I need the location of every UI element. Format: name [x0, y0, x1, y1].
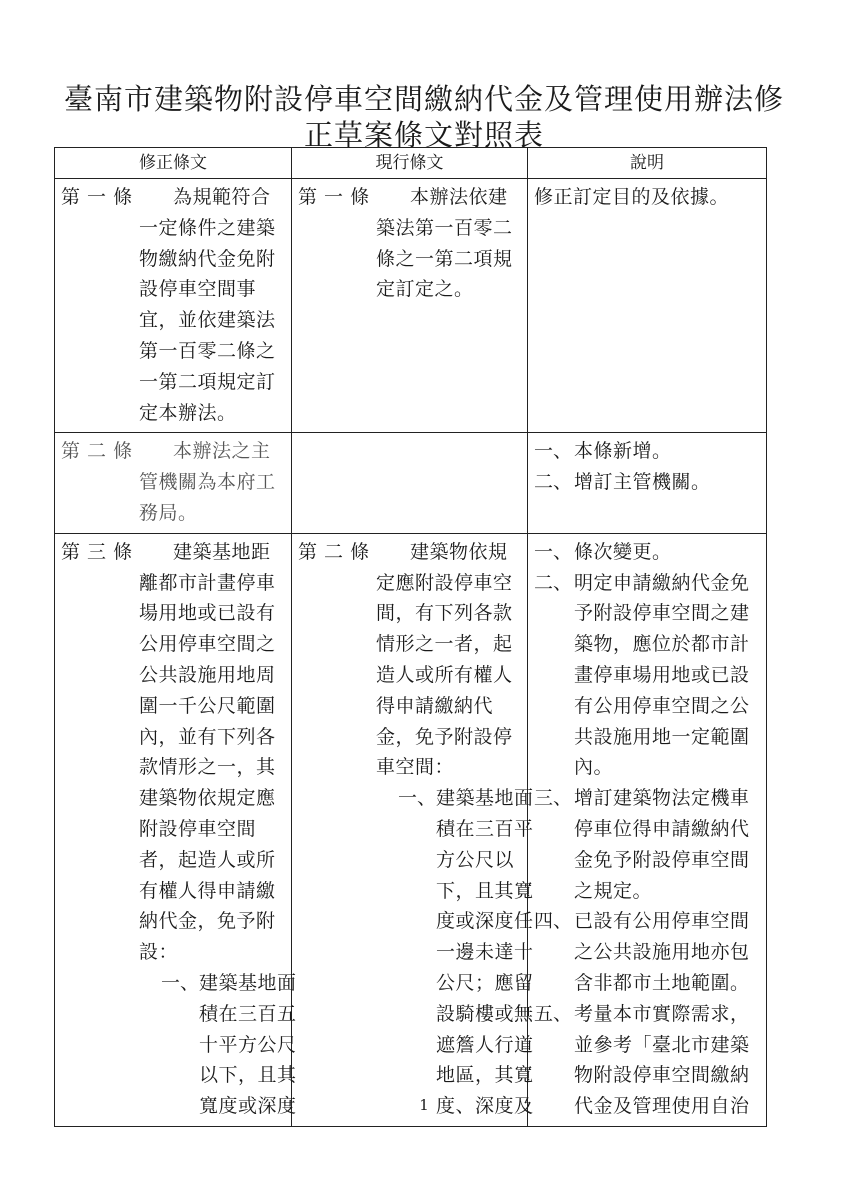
text-line: 方公尺以	[436, 848, 515, 871]
text-line: 代金及管理使用自治	[574, 1095, 750, 1118]
text-line: 度或深度任	[436, 910, 534, 933]
revised-article	[61, 436, 285, 528]
explanation-item	[534, 467, 760, 498]
text-line: 設騎樓或無	[436, 1002, 534, 1025]
explanation-item	[534, 182, 760, 213]
text-line: 度、深度及	[436, 1095, 534, 1118]
header-revised-article: 修正條文	[55, 148, 292, 179]
text-line: 離都市計畫停車	[139, 571, 276, 594]
document-title-line-2: 正草案條文對照表	[303, 118, 544, 152]
text-line: 積在三百五	[199, 1002, 297, 1025]
revised-article-label: 第 三 條	[61, 540, 133, 563]
text-line: 建築基地面	[436, 787, 534, 810]
text-line: 已設有公用停車空間	[574, 910, 750, 933]
text-line: 下，且其寬	[436, 879, 534, 902]
text-line: 含非都市土地範圍。	[574, 971, 750, 994]
text-line: 條之一第二項規	[376, 247, 513, 270]
text-line: 條次變更。	[574, 540, 672, 563]
text-line: 增訂建築物法定機車	[574, 787, 750, 810]
text-line: 內。	[574, 756, 614, 779]
revised-article	[61, 537, 297, 1122]
explanation-text	[574, 467, 760, 498]
text-line: 以下，且其	[199, 1064, 297, 1087]
text-line: 有權人得申請繳	[139, 879, 276, 902]
current-article-body	[376, 182, 521, 305]
explanation-number: 二、	[534, 471, 573, 494]
text-line: 設：	[139, 941, 179, 964]
header-current-article: 現行條文	[292, 148, 528, 179]
revised-cell	[55, 433, 292, 533]
text-line: 建築物依規定應	[139, 787, 276, 810]
text-line: 務局。	[139, 501, 198, 524]
explanation-cell	[528, 433, 767, 533]
explanation-item	[534, 783, 760, 906]
revised-cell	[55, 533, 297, 1126]
text-line: 遮簷人行道	[436, 1033, 534, 1056]
text-line: 地區，其寬	[436, 1064, 534, 1087]
explanation-item	[534, 537, 760, 568]
explanation-number: 二、	[534, 571, 573, 594]
page-number: 1	[419, 1096, 429, 1114]
text-line: 間，有下列各款	[376, 602, 513, 625]
text-line: 設停車空間事	[139, 278, 257, 301]
text-line: 寬度或深度	[199, 1095, 297, 1118]
explanation-text	[574, 568, 760, 784]
text-line: 停車位得申請繳納代	[574, 817, 750, 840]
text-line: 築物，應位於都市計	[574, 633, 750, 656]
text-line: 十平方公尺	[199, 1033, 297, 1056]
current-article-body	[376, 537, 534, 1122]
table-row	[55, 433, 767, 533]
text-line: 建築物依規	[410, 540, 508, 563]
text-line: 管機關為本府工	[139, 471, 276, 494]
text-line: 金，免予附設停	[376, 725, 513, 748]
text-line: 物附設停車空間繳納	[574, 1064, 750, 1087]
explanation-cell	[528, 533, 767, 1126]
revised-article-label: 第 二 條	[61, 440, 133, 463]
explanation-text	[574, 537, 760, 568]
explanation-text	[574, 436, 760, 467]
text-line: 為規範符合	[173, 186, 271, 208]
comparison-table	[54, 147, 767, 1127]
text-line: 公共設施用地周	[139, 663, 276, 686]
text-line: 修正訂定目的及依據。	[534, 186, 730, 208]
explanation-text	[574, 906, 760, 998]
explanation-item	[534, 906, 760, 998]
text-line: 情形之一者，起	[376, 633, 513, 656]
explanation-number: 三、	[534, 787, 573, 810]
text-line: 本辦法之主	[173, 440, 271, 463]
current-article	[298, 537, 534, 1122]
text-line: 共設施用地一定範圍	[574, 725, 750, 748]
text-line: 宜，並依建築法	[139, 309, 276, 332]
text-line: 建築基地距	[173, 540, 271, 563]
text-line: 一定條件之建築	[139, 216, 276, 239]
current-article-label: 第 一 條	[298, 186, 370, 208]
item-number: 一、	[161, 971, 200, 994]
text-line: 物繳納代金免附	[139, 247, 276, 270]
document-title-line-1: 臺南市建築物附設停車空間繳納代金及管理使用辦法修	[63, 82, 784, 116]
text-line: 積在三百平	[436, 817, 534, 840]
revised-article	[61, 182, 285, 428]
text-line: 之公共設施用地亦包	[574, 941, 750, 964]
revised-article-label: 第 一 條	[61, 186, 133, 208]
text-line: 得申請繳納代	[376, 694, 494, 717]
text-line: 一邊未達十	[436, 941, 534, 964]
text-line: 定訂定之。	[376, 278, 474, 301]
current-item	[376, 783, 534, 1122]
revised-cell	[55, 179, 292, 433]
item-body	[436, 783, 534, 1122]
text-line: 場用地或已設有	[139, 602, 276, 625]
explanation-number: 五、	[534, 1002, 573, 1025]
text-line: 定本辦法。	[139, 401, 237, 424]
text-line: 一第二項規定訂	[139, 370, 276, 393]
text-line: 築法第一百零二	[376, 216, 513, 239]
text-line: 金免予附設停車空間	[574, 848, 750, 871]
table-row	[55, 533, 767, 1126]
text-line: 增訂主管機關。	[574, 471, 711, 494]
explanation-number: 一、	[534, 440, 573, 463]
explanation-text	[534, 182, 760, 213]
item-number: 一、	[398, 787, 437, 810]
text-line: 公用停車空間之	[139, 633, 276, 656]
text-line: 納代金，免予附	[139, 910, 276, 933]
explanation-item	[534, 568, 760, 784]
explanation-number: 一、	[534, 540, 573, 563]
text-line: 本辦法依建	[410, 186, 508, 208]
current-article-label: 第 二 條	[298, 540, 370, 563]
header-explanation: 說明	[528, 148, 767, 179]
revised-article-body	[139, 537, 297, 1122]
revised-article-body	[139, 182, 285, 428]
text-line: 車空間：	[376, 756, 455, 779]
current-cell	[292, 433, 528, 533]
text-line: 者，起造人或所	[139, 848, 276, 871]
text-line: 考量本市實際需求，	[574, 1002, 750, 1025]
text-line: 明定申請繳納代金免	[574, 571, 750, 594]
text-line: 造人或所有權人	[376, 663, 513, 686]
text-line: 附設停車空間	[139, 817, 257, 840]
explanation-cell	[528, 179, 767, 433]
text-line: 畫停車場用地或已設	[574, 663, 750, 686]
text-line: 予附設停車空間之建	[574, 602, 750, 625]
current-cell	[292, 533, 534, 1126]
text-line: 有公用停車空間之公	[574, 694, 750, 717]
text-line: 圍一千公尺範圍	[139, 694, 276, 717]
text-line: 並參考「臺北市建築	[574, 1033, 750, 1056]
current-cell	[292, 179, 528, 433]
current-article	[298, 182, 521, 305]
text-line: 公尺；應留	[436, 971, 534, 994]
explanation-number: 四、	[534, 910, 573, 933]
text-line: 本條新增。	[574, 440, 672, 463]
explanation-text	[574, 783, 760, 906]
text-line: 定應附設停車空	[376, 571, 513, 594]
revised-article-body	[139, 436, 285, 528]
table-header-row	[55, 148, 767, 179]
table-row	[55, 179, 767, 433]
text-line: 款情形之一，其	[139, 756, 276, 779]
text-line: 第一百零二條之	[139, 339, 276, 362]
text-line: 建築基地面	[199, 971, 297, 994]
text-line: 之規定。	[574, 879, 653, 902]
explanation-item	[534, 436, 760, 467]
text-line: 內，並有下列各	[139, 725, 276, 748]
